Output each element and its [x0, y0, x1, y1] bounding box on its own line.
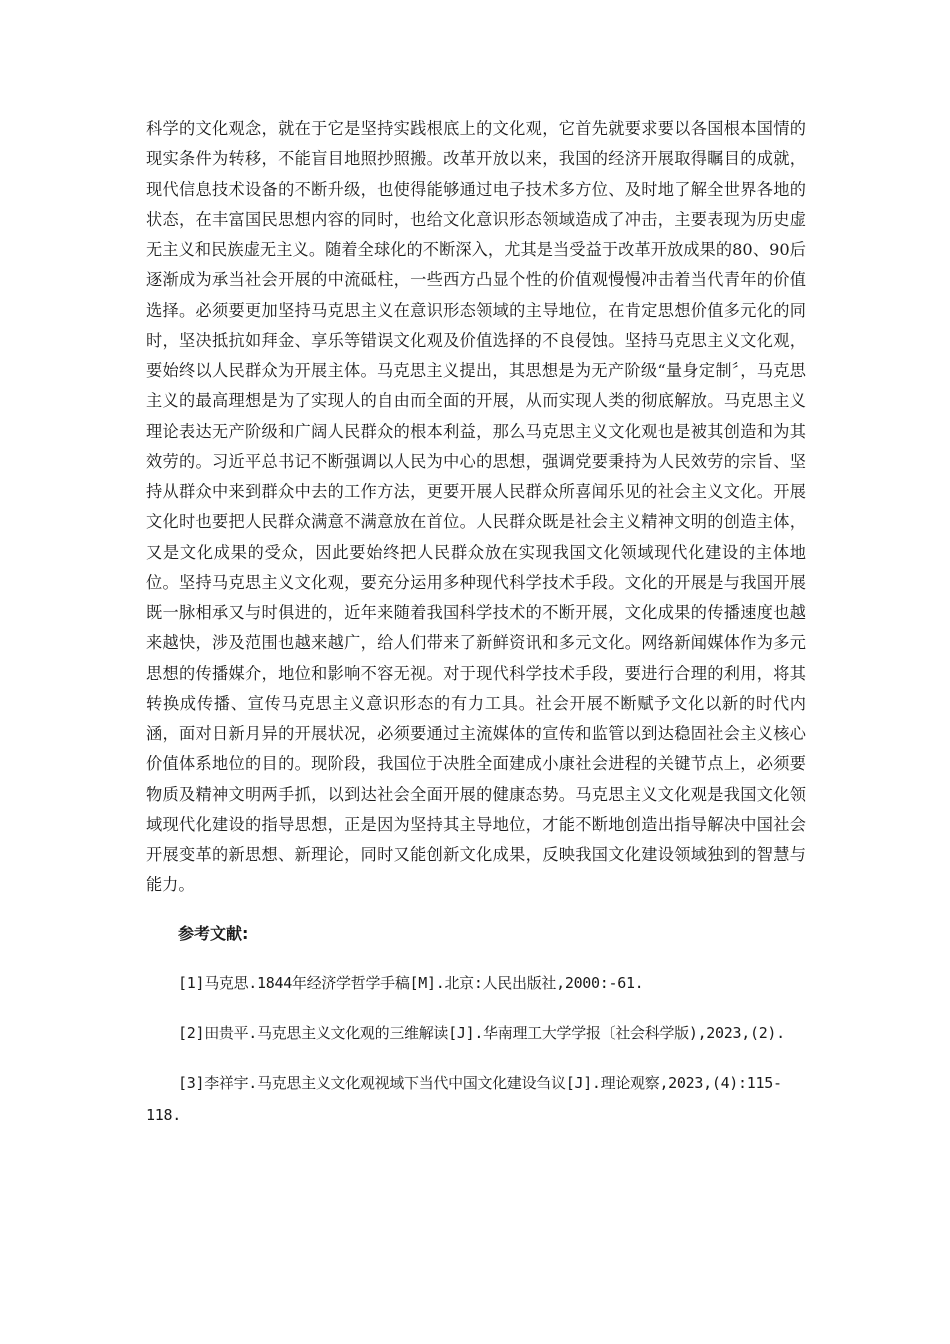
references-section	[146, 919, 806, 1131]
reference-item-1: [1]马克思.1844年经济学哲学手稿[M].北京:人民出版社,2000:-61.	[178, 973, 644, 992]
reference-item-3: [3]李祥宇.马克思主义文化观视域下当代中国文化建设刍议[J].理论观察,2023,(4):115-118.	[146, 1073, 782, 1124]
document-page	[146, 114, 806, 1131]
references-heading: 参考文献:	[178, 923, 249, 943]
reference-item-2: [2]田贵平.马克思主义文化观的三维解读[J].华南理工大学学报〔社会科学版),2023,(2).	[178, 1023, 785, 1042]
body-paragraph: 科学的文化观念，就在于它是坚持实践根底上的文化观，它首先就要求要以各国根本国情的现实条件为转移，不能盲目地照抄照搬。改革开放以来，我国的经济开展取得瞩目的成就，现代信息技术设备的不断升级，也使得能够通过电子技术多方位、及时地了解全世界各地的状态，在丰富国民思想内容的同时，也给文化意识形态领域造成了冲击，主要表现为历史虚无主义和民族虚无主义。随着全球化的不断深入，尤其是当受益于改革开放成果的80、90后逐渐成为承当社会开展的中流砥柱，一些西方凸显个性的价值观慢慢冲击着当代青年的价值选择。必须要更加坚持马克思主义在意识形态领域的主导地位，在肯定思想价值多元化的同时，坚决抵抗如拜金、享乐等错误文化观及价值选择的不良侵蚀。坚持马克思主义文化观，要始终以人民群众为开展主体。马克思主义提出，其思想是为无产阶级“量身定制〞，马克思主义的最高理想是为了实现人的自由而全面的开展，从而实现人类的彻底解放。马克思主义理论表达无产阶级和广阔人民群众的根本利益，那么马克思主义文化观也是被其创造和为其效劳的。习近平总书记不断强调以人民为中心的思想，强调党要秉持为人民效劳的宗旨、坚持从群众中来到群众中去的工作方法，更要开展人民群众所喜闻乐见的社会主义文化。开展文化时也要把人民群众满意不满意放在首位。人民群众既是社会主义精神文明的创造主体，又是文化成果的受众，因此要始终把人民群众放在实现我国文化领域现代化建设的主体地位。坚持马克思主义文化观，要充分运用多种现代科学技术手段。文化的开展是与我国开展既一脉相承又与时俱进的，近年来随着我国科学技术的不断开展，文化成果的传播速度也越来越快，涉及范围也越来越广，给人们带来了新鲜资讯和多元文化。网络新闻媒体作为多元思想的传播媒介，地位和影响不容无视。对于现代科学技术手段，要进行合理的利用，将其转换成传播、宣传马克思主义意识形态的有力工具。社会开展不断赋予文化以新的时代内涵，面对日新月异的开展状况，必须要通过主流媒体的宣传和监管以到达稳固社会主义核心价值体系地位的目的。现阶段，我国位于决胜全面建成小康社会进程的关键节点上，必须要物质及精神文明两手抓，以到达社会全面开展的健康态势。马克思主义文化观是我国文化领域现代化建设的指导思想，正是因为坚持其主导地位，才能不断地创造出指导解决中国社会开展变革的新思想、新理论，同时又能创新文化成果，反映我国文化建设领域独到的智慧与能力。	[146, 119, 806, 895]
